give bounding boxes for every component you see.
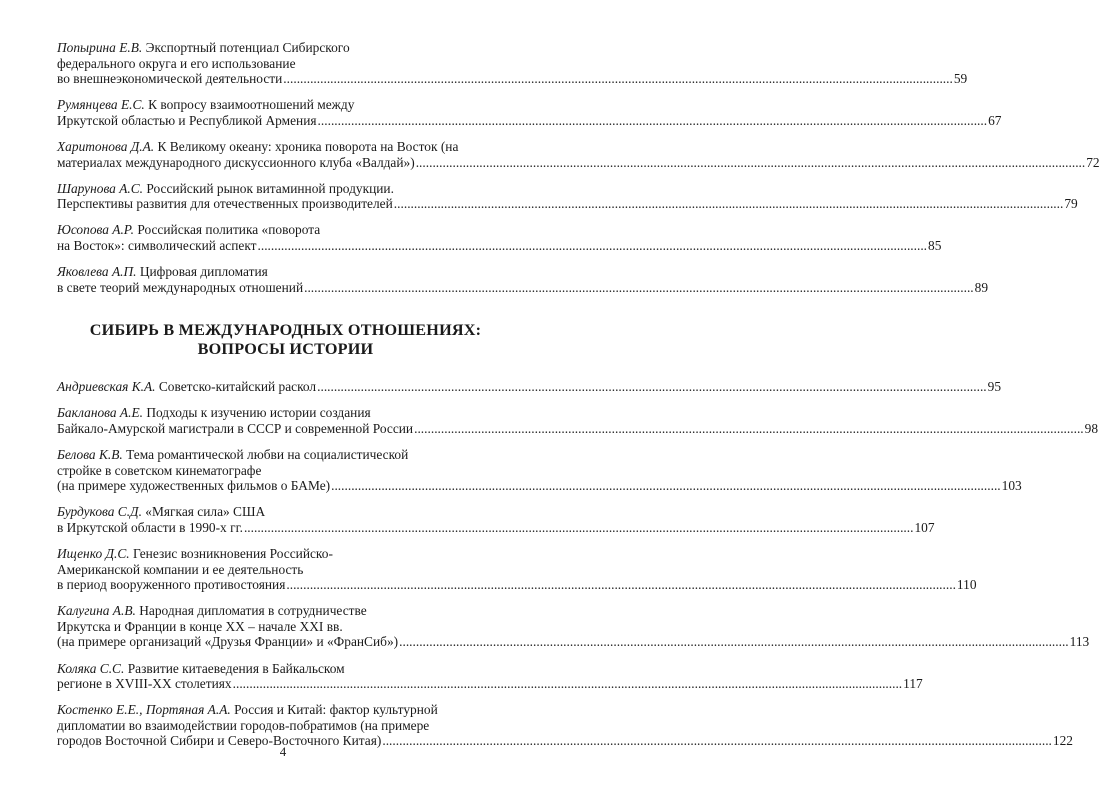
- toc-entry-title: Советско-китайский раскол: [155, 379, 317, 395]
- toc-leader-dots: ........................................................................................................................................................................................................: [283, 71, 953, 87]
- toc-entry-line: [57, 504, 514, 520]
- toc-entry-author: Костенко Е.Е., Портяная А.А.: [57, 702, 231, 718]
- toc-entry-line: дипломатии во взаимодействии городов-побратимов (на примере: [57, 717, 430, 733]
- toc-group-history: [57, 379, 1099, 749]
- toc-entry-title: Генезис возникновения Российско-: [129, 545, 333, 561]
- toc-entry-page: 98: [1084, 420, 1099, 436]
- toc-entry-page: 113: [1069, 634, 1090, 650]
- toc-leader-dots: ........................................................................................................................................................................................................: [317, 379, 987, 395]
- toc-entry-line: [57, 478, 1022, 494]
- toc-entry-author: Бакланова А.Е.: [57, 405, 143, 421]
- toc-entry-title: Развитие китаеведения в Байкальском: [124, 660, 345, 676]
- toc-entry[interactable]: [57, 138, 1100, 170]
- toc-entry[interactable]: [57, 545, 977, 593]
- toc-entry[interactable]: [57, 702, 1073, 749]
- toc-entry-line: [57, 634, 1090, 650]
- toc-group-economics: [57, 40, 1100, 295]
- toc-entry-page: 107: [914, 519, 935, 535]
- toc-entry-line: [57, 97, 514, 113]
- toc-entry-line: [57, 661, 514, 677]
- toc-entry-page: 103: [1001, 478, 1022, 494]
- toc-entry-author: Румянцева Е.С.: [57, 97, 145, 113]
- toc-entry-title: городов Восточной Сибири и Северо-Восточного Китая): [57, 733, 382, 749]
- toc-entry-title: К Великому океану: хроника поворота на Восток (на: [154, 138, 459, 154]
- toc-entry-author: Ищенко Д.С.: [57, 545, 130, 561]
- toc-entry-author: Калугина А.В.: [57, 603, 136, 619]
- toc-entry-line: [57, 447, 514, 463]
- toc-entry-page: 117: [903, 676, 923, 692]
- toc-entry-title: в период вооруженного противостояния: [57, 577, 286, 593]
- toc-leader-dots: ........................................................................................................................................................................................................: [399, 634, 1069, 650]
- toc-entry-author: Попырина Е.В.: [57, 40, 143, 55]
- toc-entry[interactable]: [57, 180, 1078, 212]
- toc-entry-title: в Иркутской области в 1990-х гг.: [57, 519, 243, 535]
- toc-entry-line: [57, 237, 942, 254]
- toc-entry-title: Перспективы развития для отечественных производителей: [57, 196, 393, 212]
- toc-entry-text: [57, 379, 316, 395]
- page-number: 4: [279, 744, 287, 759]
- toc-entry-page: 72: [1086, 154, 1100, 170]
- toc-entry-title: Российская политика «поворота: [134, 222, 321, 238]
- toc-leader-dots: ........................................................................................................................................................................................................: [243, 519, 914, 535]
- toc-entry-page: 89: [974, 279, 989, 295]
- toc-entry-page: 85: [928, 237, 942, 253]
- toc-entry-title: (на примере организаций «Друзья Франции» и «ФранСиб»): [57, 634, 399, 650]
- toc-entry-title: Иркутской областью и Республикой Армения: [57, 112, 317, 128]
- toc-entry-author: Юсопова А.Р.: [57, 222, 134, 238]
- toc-entry-title: в свете теорий международных отношений: [57, 279, 304, 295]
- toc-entry-page: 122: [1052, 733, 1073, 749]
- toc-entry-page: 110: [956, 577, 977, 593]
- toc-entry-title: Экспортный потенциал Сибирского: [142, 40, 350, 55]
- toc-leader-dots: ........................................................................................................................................................................................................: [232, 676, 903, 692]
- toc-entry-author: Шарунова А.С.: [57, 180, 144, 196]
- toc-entry-line: [57, 379, 1002, 395]
- toc-entry-title: на Восток»: символический аспект: [57, 237, 257, 253]
- toc-entry-author: Белова К.В.: [57, 447, 123, 462]
- toc-leader-dots: ........................................................................................................................................................................................................: [382, 733, 1052, 749]
- toc-entry-author: Бурдукова С.Д.: [57, 504, 142, 520]
- toc-entry-line: [57, 546, 514, 562]
- toc-entry-line: [57, 40, 514, 56]
- toc-entry-title: (на примере художественных фильмов о БАМе): [57, 478, 331, 494]
- toc-entry-line: [57, 154, 1100, 171]
- toc-entry-title: К вопросу взаимоотношений между: [144, 97, 355, 113]
- toc-leader-dots: ........................................................................................................................................................................................................: [393, 196, 1064, 212]
- toc-entry[interactable]: [57, 97, 1002, 128]
- toc-entry-title: Народная дипломатия в сотрудничестве: [135, 603, 367, 619]
- section-heading-line-2: ВОПРОСЫ ИСТОРИИ: [197, 340, 374, 359]
- toc-entry-author: Харитонова Д.А.: [57, 138, 155, 154]
- toc-entry-line: [57, 181, 514, 197]
- toc-entry-page: 79: [1064, 196, 1078, 212]
- toc-entry[interactable]: [57, 405, 1099, 436]
- toc-entry-line: [57, 112, 1002, 129]
- toc-entry-line: стройке в советском кинематографе: [57, 462, 262, 478]
- toc-entry[interactable]: [57, 660, 923, 692]
- toc-entry-line: [57, 196, 1078, 212]
- toc-leader-dots: ........................................................................................................................................................................................................: [286, 577, 956, 593]
- toc-entry[interactable]: [57, 222, 942, 253]
- table-of-contents: [57, 40, 1100, 760]
- toc-entry-title: Байкало-Амурской магистрали в СССР и современной России: [57, 420, 414, 436]
- toc-entry-title: Цифровая дипломатия: [136, 264, 268, 280]
- toc-leader-dots: ........................................................................................................................................................................................................: [331, 478, 1001, 494]
- toc-entry-title: Тема романтической любви на социалистической: [122, 447, 409, 462]
- toc-entry-line: [57, 405, 514, 421]
- toc-entry-line: [57, 420, 1099, 437]
- toc-entry-line: [57, 702, 514, 718]
- toc-entry-title: регионе в XVIII-XX столетиях: [57, 676, 232, 692]
- toc-entry-line: [57, 264, 514, 280]
- toc-entry-title: во внешнеэкономической деятельности: [57, 71, 283, 87]
- toc-entry-author: Яковлева А.П.: [57, 264, 137, 280]
- section-heading: [57, 321, 514, 359]
- section-heading-line-1: СИБИРЬ В МЕЖДУНАРОДНЫХ ОТНОШЕНИЯХ:: [89, 321, 482, 340]
- toc-leader-dots: ........................................................................................................................................................................................................: [317, 112, 988, 128]
- toc-entry[interactable]: [57, 264, 989, 295]
- toc-entry-page: 59: [953, 71, 968, 87]
- toc-entry-line: [57, 577, 977, 593]
- toc-entry-title: материалах международного дискуссионного клуба «Валдай»): [57, 154, 415, 170]
- toc-entry-line: Иркутска и Франции в конце XX – начале XXI вв.: [57, 618, 343, 634]
- toc-entry[interactable]: [57, 603, 1090, 650]
- toc-entry[interactable]: [57, 504, 935, 535]
- toc-leader-dots: ........................................................................................................................................................................................................: [304, 279, 974, 295]
- toc-leader-dots: ........................................................................................................................................................................................................: [257, 237, 928, 253]
- toc-entry-line: [57, 139, 514, 155]
- toc-entry-line: федерального округа и его использование: [57, 55, 296, 71]
- toc-entry-title: Россия и Китай: фактор культурной: [230, 702, 438, 718]
- toc-entry-page: 95: [987, 379, 1002, 395]
- toc-entry-author: Андриевская К.А.: [57, 379, 156, 395]
- toc-entry-page: 67: [988, 112, 1002, 128]
- toc-entry-title: «Мягкая сила» США: [141, 504, 266, 520]
- toc-entry-line: [57, 222, 514, 238]
- toc-entry-line: [57, 676, 923, 692]
- toc-leader-dots: ........................................................................................................................................................................................................: [415, 154, 1086, 170]
- toc-entry[interactable]: [57, 40, 968, 87]
- toc-entry-line: [57, 603, 514, 619]
- toc-entry-line: [57, 519, 935, 536]
- toc-entry-title: Российский рынок витаминной продукции.: [143, 180, 394, 196]
- toc-entry-title: Подходы к изучению истории создания: [142, 405, 371, 421]
- toc-leader-dots: ........................................................................................................................................................................................................: [414, 420, 1084, 436]
- toc-entry-author: Коляка С.С.: [57, 660, 125, 676]
- toc-entry[interactable]: [57, 379, 1002, 395]
- toc-entry[interactable]: [57, 447, 1022, 494]
- toc-entry-line: [57, 71, 968, 87]
- toc-entry-line: [57, 279, 989, 296]
- toc-entry-line: Американской компании и ее деятельность: [57, 561, 304, 577]
